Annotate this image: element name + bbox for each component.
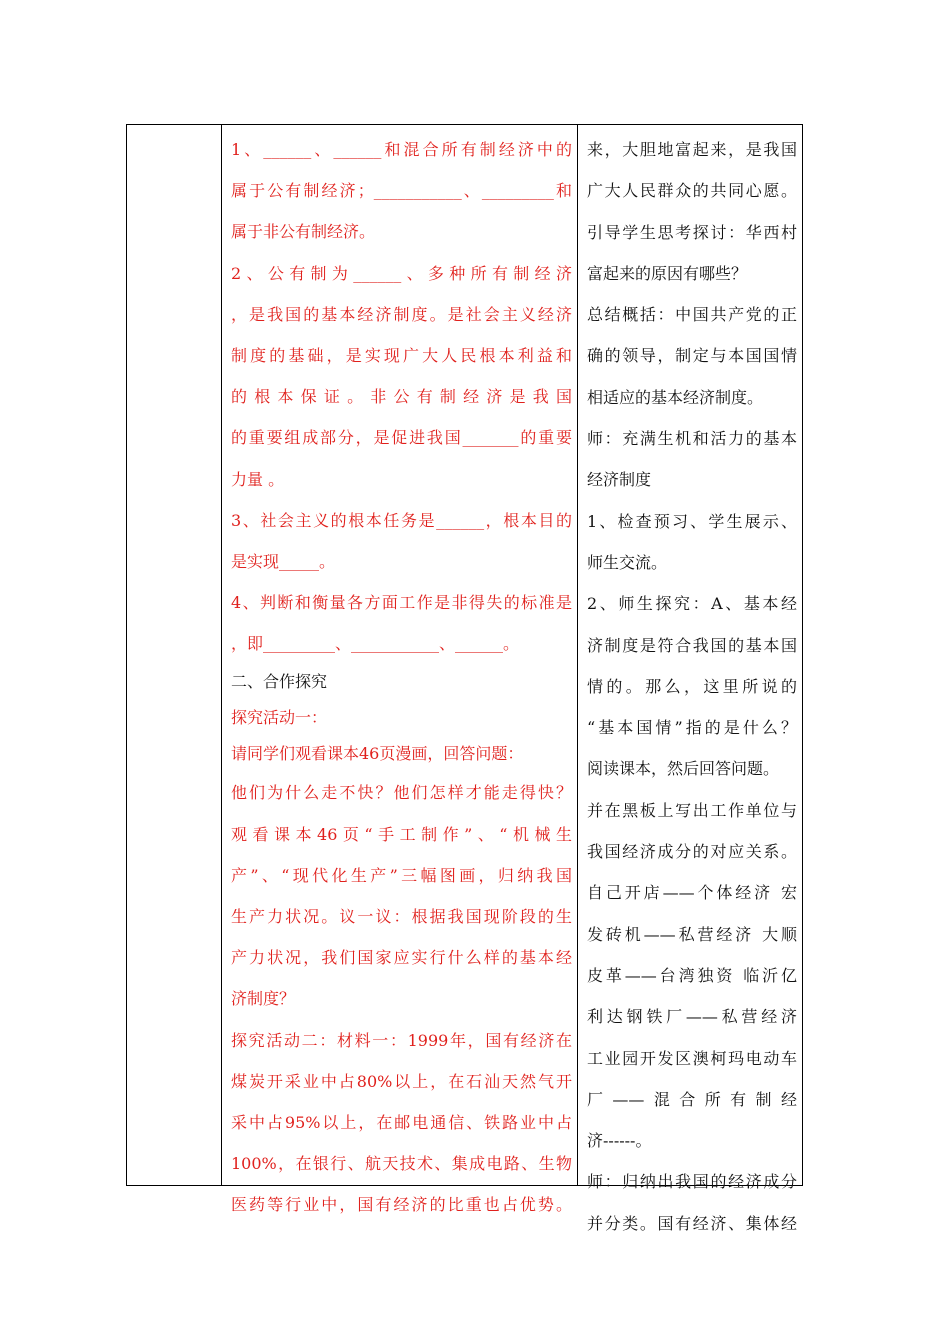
column-divider-1 bbox=[221, 125, 222, 1185]
text-line: 情的。那么，这里所说的 bbox=[587, 676, 797, 696]
text-line: 工业园开发区澳柯玛电动车 bbox=[587, 1048, 797, 1068]
text-line: 生产力状况。议一议：根据我国现阶段的生 bbox=[231, 907, 572, 926]
text-line: 产”、“现代化生产”三幅图画，归纳我国 bbox=[231, 865, 572, 885]
text-line: 采中占95%以上，在邮电通信、铁路业中占 bbox=[231, 1112, 572, 1132]
text-line: 济------。 bbox=[587, 1131, 652, 1151]
text-line: 济制度是符合我国的基本国 bbox=[587, 635, 797, 655]
text-line: 师生交流。 bbox=[587, 552, 668, 572]
text-line: 厂——混合所有制经 bbox=[587, 1089, 797, 1109]
text-line: ，即_________、___________、______。 bbox=[231, 634, 520, 654]
text-line: 力量 。 bbox=[231, 469, 285, 489]
text-line: 煤炭开采业中占80%以上，在石汕天然气开 bbox=[231, 1071, 572, 1091]
text-line: 自己开店——个体经济 宏 bbox=[587, 883, 797, 903]
text-line: 制度的基础，是实现广大人民根本利益和 bbox=[231, 345, 572, 365]
lesson-table bbox=[126, 124, 803, 1233]
text-line: 阅读课本，然后回答问题。 bbox=[587, 759, 780, 779]
text-line: 探究活动一： bbox=[231, 708, 328, 728]
text-line: 产力状况，我们国家应实行什么样的基本经 bbox=[231, 948, 572, 968]
text-line: 2、公有制为______、多种所有制经济 bbox=[231, 263, 572, 283]
text-line: 3、社会主义的根本任务是______，根本目的 bbox=[231, 510, 572, 530]
text-line: 并在黑板上写出工作单位与 bbox=[587, 800, 797, 820]
text-line: 4、判断和衡量各方面工作是非得失的标准是 bbox=[231, 593, 572, 613]
text-line: 总结概括：中国共产党的正 bbox=[587, 305, 797, 325]
text-line: 济制度？ bbox=[231, 989, 296, 1009]
text-line: 属于公有制经济；___________、_________和 bbox=[231, 181, 572, 201]
text-line: ，是我国的基本经济制度。是社会主义经济 bbox=[231, 304, 572, 324]
text-line: 1、检查预习、学生展示、 bbox=[587, 511, 797, 531]
text-line: 发砖机——私营经济 大顺 bbox=[587, 924, 797, 944]
text-line: 确的领导，制定与本国国情 bbox=[587, 346, 797, 366]
text-line: 师：归纳出我国的经济成分 bbox=[587, 1172, 797, 1192]
text-line: 师：充满生机和活力的基本 bbox=[587, 429, 797, 449]
text-line: 来，大胆地富起来，是我国 bbox=[587, 140, 797, 159]
text-line: 广大人民群众的共同心愿。 bbox=[587, 181, 797, 201]
text-line: 2、师生探究：A、基本经 bbox=[587, 594, 797, 614]
teacher-activity-column bbox=[579, 125, 803, 1244]
text-line: 皮革——台湾独资 临沂亿 bbox=[587, 965, 797, 985]
text-line: 二、合作探究 bbox=[231, 672, 328, 692]
text-line: 相适应的基本经济制度。 bbox=[587, 387, 764, 407]
text-line: 的重要组成部分，是促进我国_______的重要 bbox=[231, 428, 572, 448]
text-line: 的根本保证。非公有制经济是我国 bbox=[231, 387, 572, 407]
text-line: 并分类。国有经济、集体经 bbox=[587, 1213, 797, 1233]
text-line: “基本国情”指的是什么？ bbox=[587, 718, 797, 738]
text-line: 我国经济成分的对应关系。 bbox=[587, 842, 797, 862]
text-line: 引导学生思考探讨：华西村 bbox=[587, 222, 797, 242]
text-line: 1、______、______和混合所有制经济中的 bbox=[231, 140, 572, 159]
text-line: 观看课本46页“手工制作”、“机械生 bbox=[231, 824, 572, 844]
student-activity-column bbox=[223, 125, 578, 1226]
text-line: 请同学们观看课本46页漫画，回答问题： bbox=[231, 744, 524, 764]
text-line: 是实现_____。 bbox=[231, 551, 336, 571]
text-line: 他们为什么走不快？他们怎样才能走得快？ bbox=[231, 783, 572, 803]
text-line: 医药等行业中，国有经济的比重也占优势。 bbox=[231, 1195, 572, 1215]
text-line: 利达钢铁厂——私营经济 bbox=[587, 1007, 797, 1027]
text-line: 探究活动二：材料一：1999年，国有经济在 bbox=[231, 1030, 572, 1050]
text-line: 100%，在银行、航天技术、集成电路、生物 bbox=[231, 1154, 572, 1174]
text-line: 经济制度 bbox=[587, 470, 652, 490]
text-line: 富起来的原因有哪些？ bbox=[587, 263, 748, 283]
text-line: 属于非公有制经济。 bbox=[231, 222, 376, 242]
